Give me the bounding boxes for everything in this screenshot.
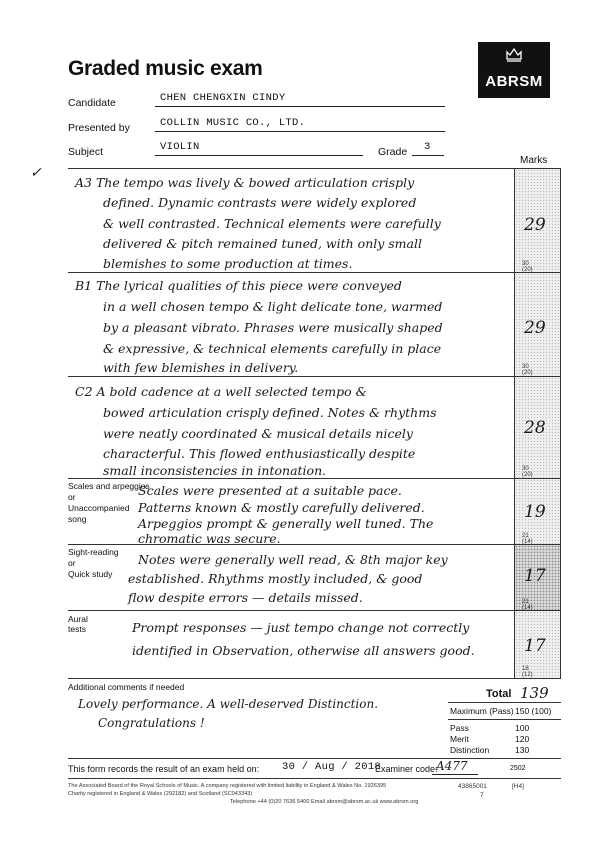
section-max: 30 (20) xyxy=(522,364,533,376)
comment-line: bowed articulation crisply defined. Notes & rhythms xyxy=(103,405,437,420)
maximum-value: 150 (100) xyxy=(515,706,552,716)
comment-line: were neatly coordinated & musical details nicely xyxy=(103,426,413,441)
candidate-label: Candidate xyxy=(68,97,116,109)
page-title: Graded music exam xyxy=(68,57,263,80)
comment-line: Patterns known & mostly carefully delivered. xyxy=(138,500,425,515)
comment-line: & expressive, & technical elements carefully in place xyxy=(103,341,442,356)
comment-line: small inconsistencies in intonation. xyxy=(103,463,327,478)
legal-line-2: Charity registered in England & Wales (292182) and Scotland (SC043343) xyxy=(68,791,253,797)
section-max: 30 (20) xyxy=(522,466,533,478)
comment-line: Lovely performance. A well-deserved Distinction. xyxy=(78,697,379,711)
total-label: Total xyxy=(486,688,512,700)
comments-label: Additional comments if needed xyxy=(68,682,185,692)
subject-label: Subject xyxy=(68,146,104,158)
legal-line-3: Telephone +44 (0)20 7636 5400 Email abrsm@abrsm.ac.uk www.abrsm.org xyxy=(230,799,419,805)
comment-line: with few blemishes in delivery. xyxy=(103,360,299,375)
abrsm-logo xyxy=(478,42,550,98)
distinction-value: 130 xyxy=(515,745,530,755)
reference-number: 43865001 xyxy=(458,783,487,790)
presented-by-label: Presented by xyxy=(68,122,130,134)
comment-line: C2 A bold cadence at a well selected tempo & xyxy=(75,384,367,399)
merit-label: Merit xyxy=(450,734,469,744)
comment-line: characterful. This flowed enthusiastically despite xyxy=(103,446,416,461)
pass-label: Pass xyxy=(450,723,469,733)
scales-label: Scales and arpeggios or Unaccompanied song xyxy=(68,481,150,524)
maximum-label: Maximum (Pass) xyxy=(450,706,514,716)
comment-line: Prompt responses — just tempo change not correctly xyxy=(132,620,470,635)
section-mark: 17 xyxy=(524,566,546,586)
grade-label: Grade xyxy=(378,146,408,158)
section-mark: 29 xyxy=(524,318,546,338)
marks-label: Marks xyxy=(520,155,548,166)
presented-by-value: COLLIN MUSIC CO., LTD. xyxy=(160,117,306,129)
section-mark: 19 xyxy=(524,502,546,522)
legal-line-1: The Associated Board of the Royal Schools of Music. A company registered with limited liability in England & Wales No. 1926395 xyxy=(68,783,387,789)
candidate-value: CHEN CHENGXIN CINDY xyxy=(160,92,286,104)
form-number: 2502 xyxy=(510,765,526,772)
comment-line: & well contrasted. Technical elements were carefully xyxy=(103,216,441,231)
comment-line: in a well chosen tempo & light delicate tone, warmed xyxy=(103,299,443,314)
section-mark: 29 xyxy=(524,215,546,235)
comment-line: flow despite errors — details missed. xyxy=(128,590,363,605)
section-mark: 28 xyxy=(524,418,546,438)
comment-line: Notes were generally well read, & 8th major key xyxy=(138,552,448,567)
comment-line: blemishes to some production at times. xyxy=(103,256,353,271)
grade-value: 3 xyxy=(424,141,431,153)
distinction-label: Distinction xyxy=(450,745,490,755)
comment-line: B1 The lyrical qualities of this piece were conveyed xyxy=(75,278,402,293)
reference-mark: 7 xyxy=(480,792,484,799)
record-text: This form records the result of an exam held on: xyxy=(68,764,260,774)
section-max: 21 (14) xyxy=(522,533,533,545)
comment-line: identified in Observation, otherwise all answers good. xyxy=(132,643,475,658)
tick-mark: ✓ xyxy=(30,165,42,181)
section-mark: 17 xyxy=(524,636,546,656)
comment-line: chromatic was secure. xyxy=(138,531,281,546)
comment-line: established. Rhythms mostly included, & good xyxy=(128,571,423,586)
pass-value: 100 xyxy=(515,723,530,733)
merit-value: 120 xyxy=(515,734,530,744)
examiner-label: Examiner code: xyxy=(375,764,438,774)
section-max: 21 (14) xyxy=(522,599,533,611)
subject-value: VIOLIN xyxy=(160,141,200,153)
sight-reading-label: Sight-reading or Quick study xyxy=(68,547,119,579)
examiner-code: A477 xyxy=(436,759,468,773)
comment-line: Congratulations ! xyxy=(98,716,205,730)
exam-date: 30 / Aug / 2018 xyxy=(282,761,382,773)
comment-line: Scales were presented at a suitable pace. xyxy=(138,483,402,498)
comment-line: defined. Dynamic contrasts were widely explored xyxy=(103,195,417,210)
crown-icon xyxy=(505,47,523,63)
logo-text: ABRSM xyxy=(485,73,543,90)
comment-line: by a pleasant vibrato. Phrases were musically shaped xyxy=(103,320,443,335)
section-max: 30 (20) xyxy=(522,261,533,273)
aural-label: Aural tests xyxy=(68,614,88,634)
comment-line: delivered & pitch remained tuned, with only small xyxy=(103,236,422,251)
reference-code: [H4] xyxy=(512,783,524,790)
comment-line: Arpeggios prompt & generally well tuned. The xyxy=(138,516,434,531)
total-value: 139 xyxy=(520,684,549,702)
section-max: 18 (12) xyxy=(522,666,533,678)
comment-line: A3 The tempo was lively & bowed articulation crisply xyxy=(75,175,415,190)
